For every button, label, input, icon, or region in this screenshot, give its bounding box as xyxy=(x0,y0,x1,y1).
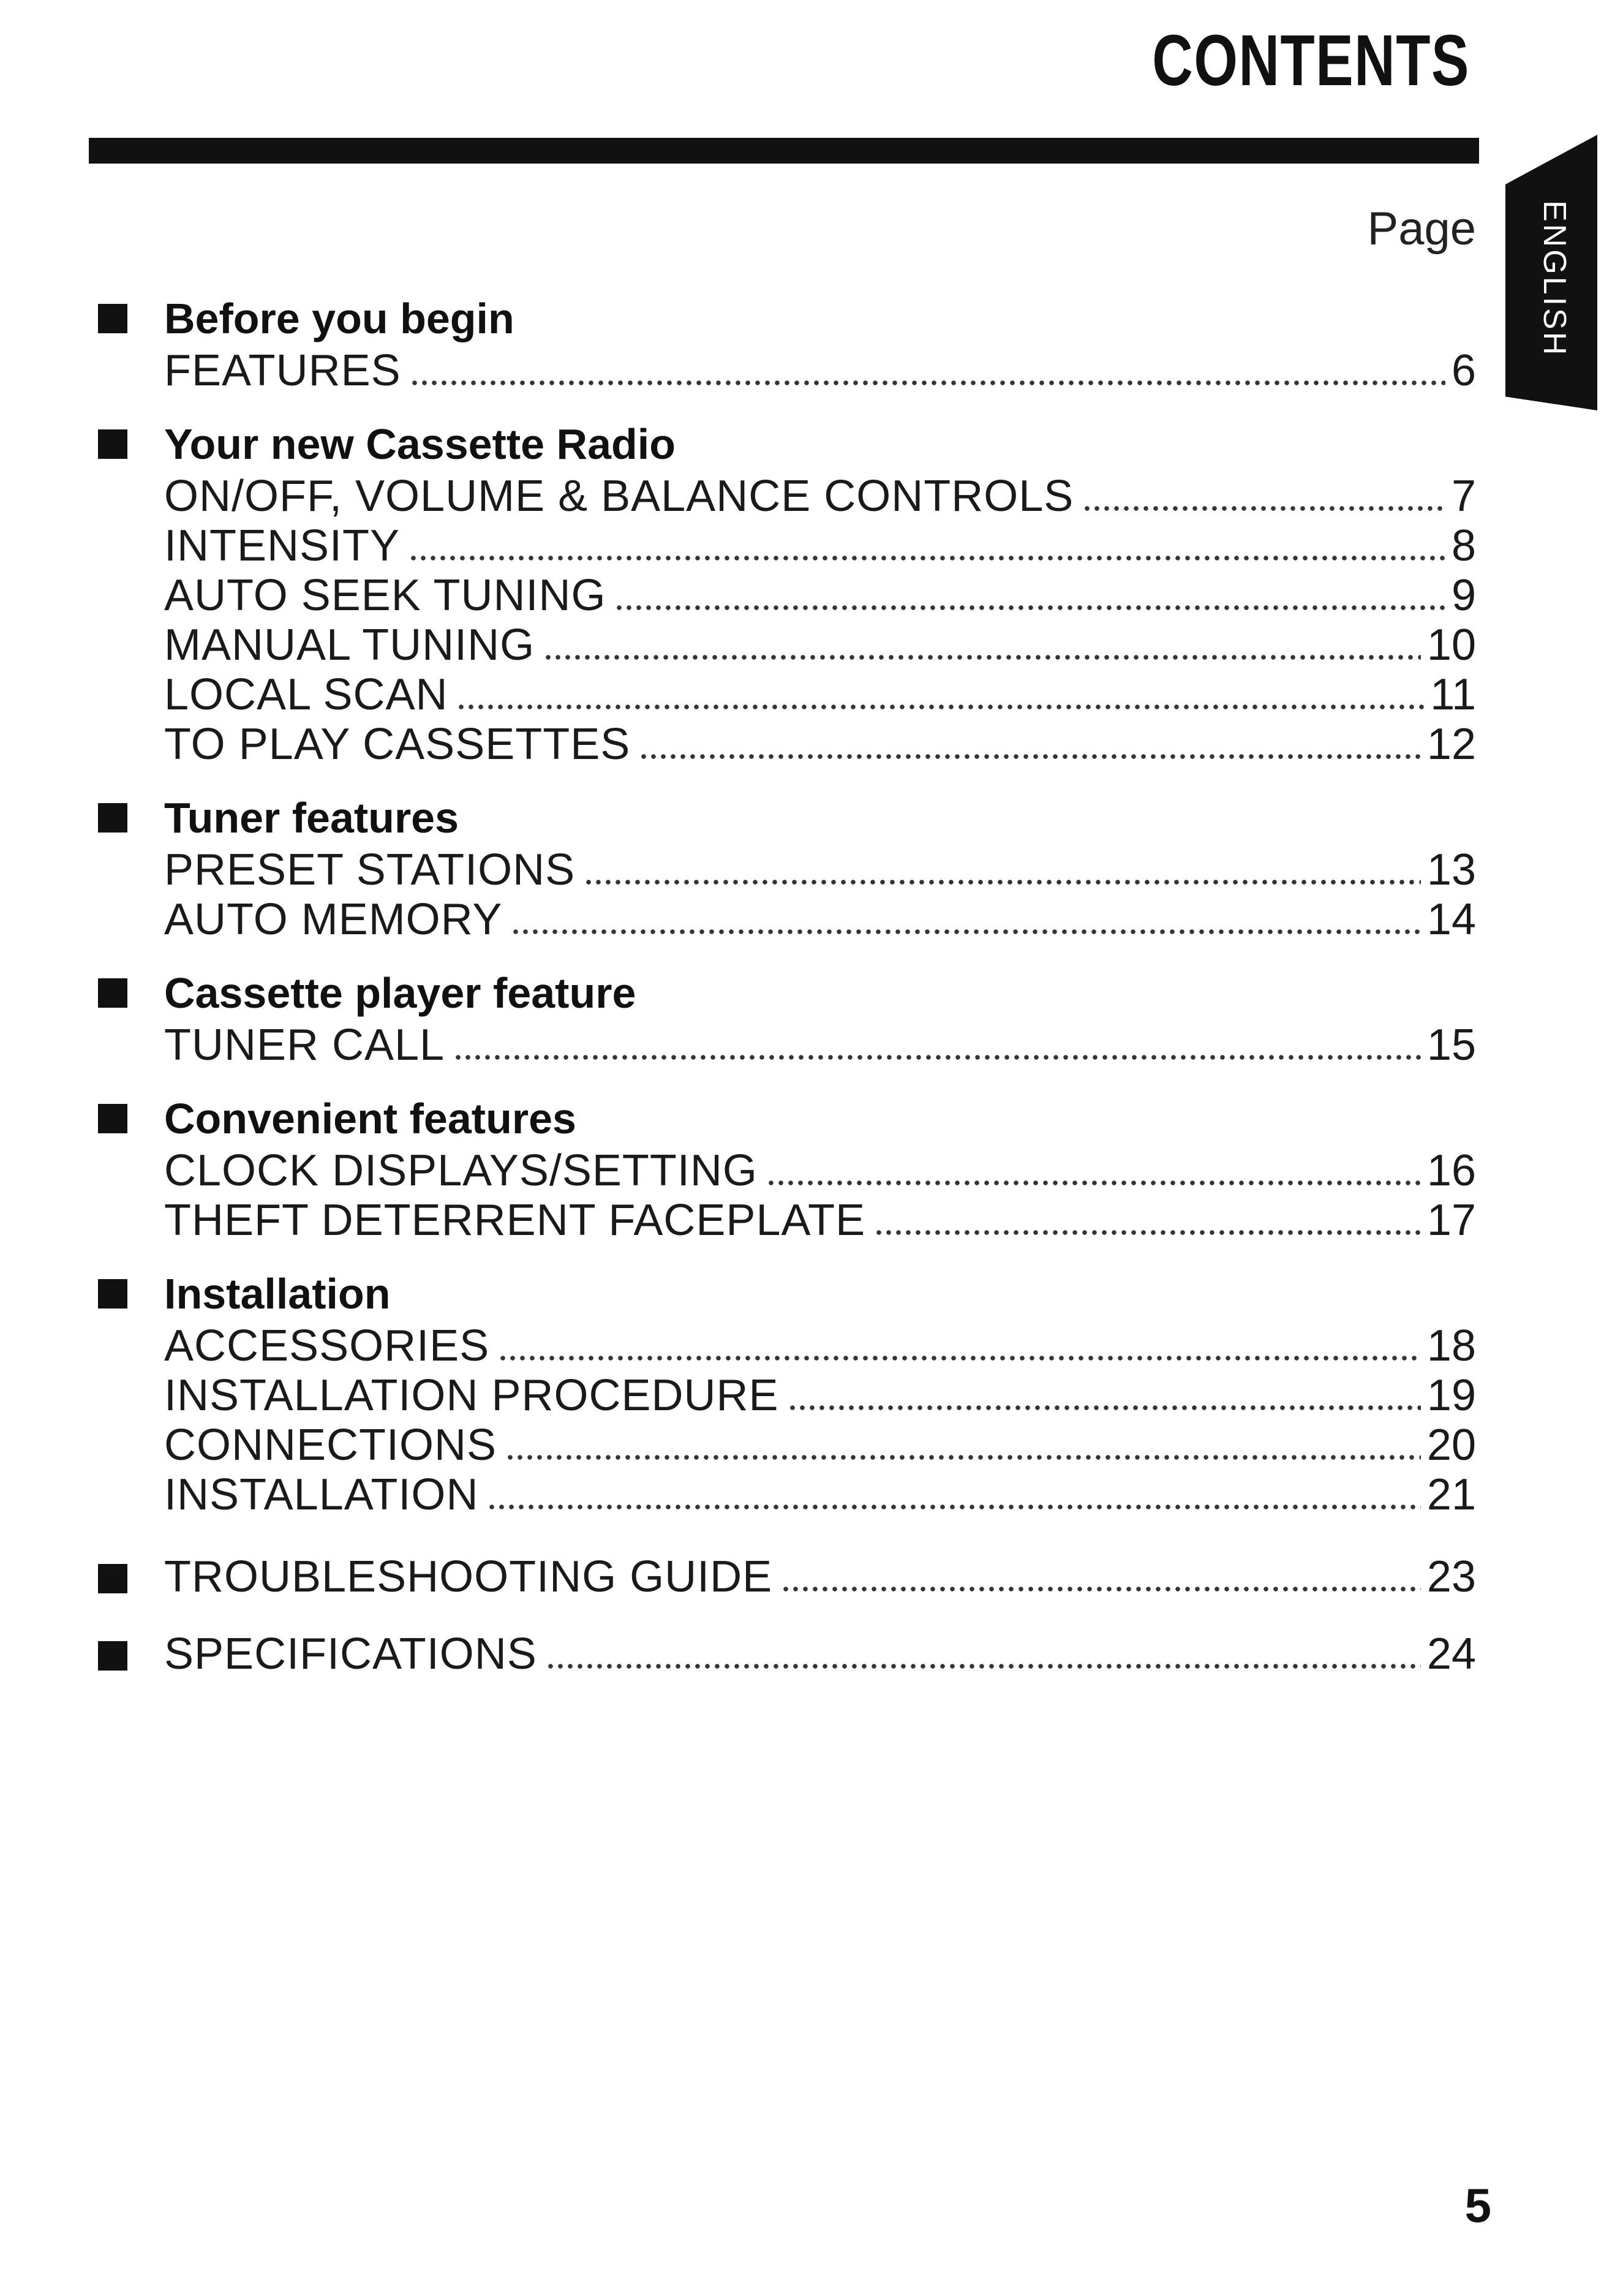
section-heading xyxy=(98,965,1476,1021)
square-bullet-icon xyxy=(98,803,127,833)
page-column-label: Page xyxy=(1367,203,1476,255)
dot-leader xyxy=(788,1405,1421,1411)
entry-label: THEFT DETERRENT FACEPLATE xyxy=(164,1196,866,1245)
section-title: Convenient features xyxy=(164,1095,576,1142)
toc-section xyxy=(98,291,1476,396)
entry-page: 15 xyxy=(1426,1021,1476,1070)
entry-label: CONNECTIONS xyxy=(164,1421,497,1470)
section-title: Cassette player feature xyxy=(164,969,636,1017)
entry-page: 17 xyxy=(1426,1196,1476,1245)
dot-leader xyxy=(409,555,1445,561)
section-title: Before you begin xyxy=(164,295,514,342)
dot-leader xyxy=(874,1229,1421,1236)
dot-leader xyxy=(614,605,1445,611)
entry-label: SPECIFICATIONS xyxy=(164,1629,537,1679)
entry-page: 11 xyxy=(1430,670,1476,719)
dot-leader xyxy=(511,929,1421,935)
toc-entry[interactable] xyxy=(98,621,1476,670)
toc-entry[interactable] xyxy=(98,670,1476,720)
entry-page: 10 xyxy=(1426,621,1476,670)
entry-label: PRESET STATIONS xyxy=(164,845,576,894)
toc-entry[interactable] xyxy=(98,346,1476,396)
section-heading xyxy=(98,790,1476,845)
entry-label: TROUBLESHOOTING GUIDE xyxy=(164,1552,773,1601)
entry-page: 9 xyxy=(1451,571,1476,620)
toc-entry-troubleshooting[interactable] xyxy=(98,1541,1476,1602)
entry-page: 20 xyxy=(1426,1421,1476,1470)
entry-page: 14 xyxy=(1426,895,1476,944)
dot-leader xyxy=(639,753,1421,760)
section-title: Installation xyxy=(164,1270,391,1318)
section-title: Your new Cassette Radio xyxy=(164,420,676,468)
entry-page: 12 xyxy=(1426,720,1476,769)
entry-page: 7 xyxy=(1451,472,1476,521)
entry-label: INTENSITY xyxy=(164,521,401,570)
toc-section xyxy=(98,790,1476,945)
entry-page: 16 xyxy=(1426,1146,1476,1195)
square-bullet-icon xyxy=(98,429,127,459)
entry-page: 21 xyxy=(1426,1470,1476,1519)
entry-page: 18 xyxy=(1426,1321,1476,1370)
square-bullet-icon xyxy=(98,978,127,1008)
toc-entry[interactable] xyxy=(98,895,1476,945)
entry-label: MANUAL TUNING xyxy=(164,621,535,670)
entry-label: LOCAL SCAN xyxy=(164,670,448,719)
toc-section xyxy=(98,1091,1476,1245)
dot-leader xyxy=(546,1663,1421,1669)
section-heading xyxy=(98,417,1476,472)
toc-entry[interactable] xyxy=(98,472,1476,521)
title-rule xyxy=(89,138,1479,164)
toc-section xyxy=(98,965,1476,1070)
entry-page: 6 xyxy=(1451,346,1476,395)
dot-leader xyxy=(410,380,1445,386)
toc-entry[interactable] xyxy=(98,571,1476,621)
entry-label: ON/OFF, VOLUME & BALANCE CONTROLS xyxy=(164,472,1074,521)
entry-label: AUTO SEEK TUNING xyxy=(164,571,606,620)
table-of-contents xyxy=(98,291,1476,1695)
section-heading xyxy=(98,291,1476,346)
dot-leader xyxy=(766,1180,1421,1186)
toc-entry[interactable] xyxy=(98,1421,1476,1470)
section-title: Tuner features xyxy=(164,794,459,842)
dot-leader xyxy=(498,1355,1421,1361)
entry-page: 19 xyxy=(1426,1371,1476,1420)
toc-entry[interactable] xyxy=(98,1196,1476,1245)
entry-page: 23 xyxy=(1426,1552,1476,1601)
entry-label: FEATURES xyxy=(164,346,401,395)
entry-label: TO PLAY CASSETTES xyxy=(164,720,631,769)
toc-entry[interactable] xyxy=(98,1470,1476,1520)
dot-leader xyxy=(584,879,1421,885)
entry-page: 24 xyxy=(1426,1629,1476,1679)
entry-page: 13 xyxy=(1426,845,1476,894)
dot-leader xyxy=(456,704,1424,710)
toc-entry[interactable] xyxy=(98,521,1476,571)
entry-label: INSTALLATION xyxy=(164,1470,479,1519)
section-heading xyxy=(98,1091,1476,1146)
toc-section xyxy=(98,417,1476,769)
entry-label: INSTALLATION PROCEDURE xyxy=(164,1371,779,1420)
square-bullet-icon xyxy=(98,304,127,333)
dot-leader xyxy=(543,654,1421,660)
dot-leader xyxy=(487,1504,1420,1510)
toc-entry-specifications[interactable] xyxy=(98,1618,1476,1679)
entry-label: CLOCK DISPLAYS/SETTING xyxy=(164,1146,758,1195)
entry-label: ACCESSORIES xyxy=(164,1321,490,1370)
toc-entry[interactable] xyxy=(98,1021,1476,1070)
square-bullet-icon xyxy=(98,1279,127,1308)
toc-entry[interactable] xyxy=(98,845,1476,895)
toc-section xyxy=(98,1266,1476,1520)
toc-entry[interactable] xyxy=(98,720,1476,769)
square-bullet-icon xyxy=(98,1641,127,1671)
square-bullet-icon xyxy=(98,1104,127,1133)
page-title: CONTENTS xyxy=(1152,20,1470,101)
dot-leader xyxy=(453,1054,1421,1060)
square-bullet-icon xyxy=(98,1564,127,1593)
entry-label: TUNER CALL xyxy=(164,1021,445,1070)
entry-page: 8 xyxy=(1451,521,1476,570)
page-number: 5 xyxy=(1464,2178,1491,2232)
toc-entry[interactable] xyxy=(98,1371,1476,1421)
section-heading xyxy=(98,1266,1476,1321)
toc-entry[interactable] xyxy=(98,1321,1476,1371)
toc-entry[interactable] xyxy=(98,1146,1476,1196)
dot-leader xyxy=(781,1586,1421,1592)
dot-leader xyxy=(505,1454,1421,1460)
language-tab-label: ENGLISH xyxy=(1537,200,1572,358)
dot-leader xyxy=(1082,505,1445,512)
entry-label: AUTO MEMORY xyxy=(164,895,503,944)
